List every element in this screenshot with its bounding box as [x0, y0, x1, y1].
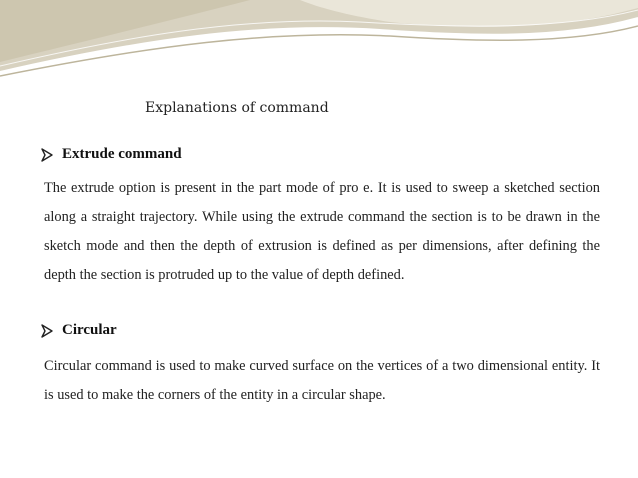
section-heading: Extrude command	[62, 146, 182, 162]
bullet-extrude	[40, 146, 182, 163]
slide-title: Explanations of command	[145, 100, 329, 116]
section-heading: Circular	[62, 322, 117, 338]
arrow-bullet-icon	[40, 148, 54, 162]
arrow-bullet-icon	[40, 324, 54, 338]
section-paragraph: The extrude option is present in the part mode of pro e. It is used to sweep a sketched section along a straight trajectory. While using the extrude command the section is to be drawn in the sketch mode and then the depth of extrusion is defined as per dimensions, after defining the depth the section is protruded up to the value of depth defined.	[44, 180, 600, 283]
decorative-banner	[0, 0, 638, 90]
bullet-circular	[40, 322, 117, 339]
section-paragraph: Circular command is used to make curved surface on the vertices of a two dimensional entity. It is used to make the corners of the entity in a circular shape.	[44, 358, 600, 403]
